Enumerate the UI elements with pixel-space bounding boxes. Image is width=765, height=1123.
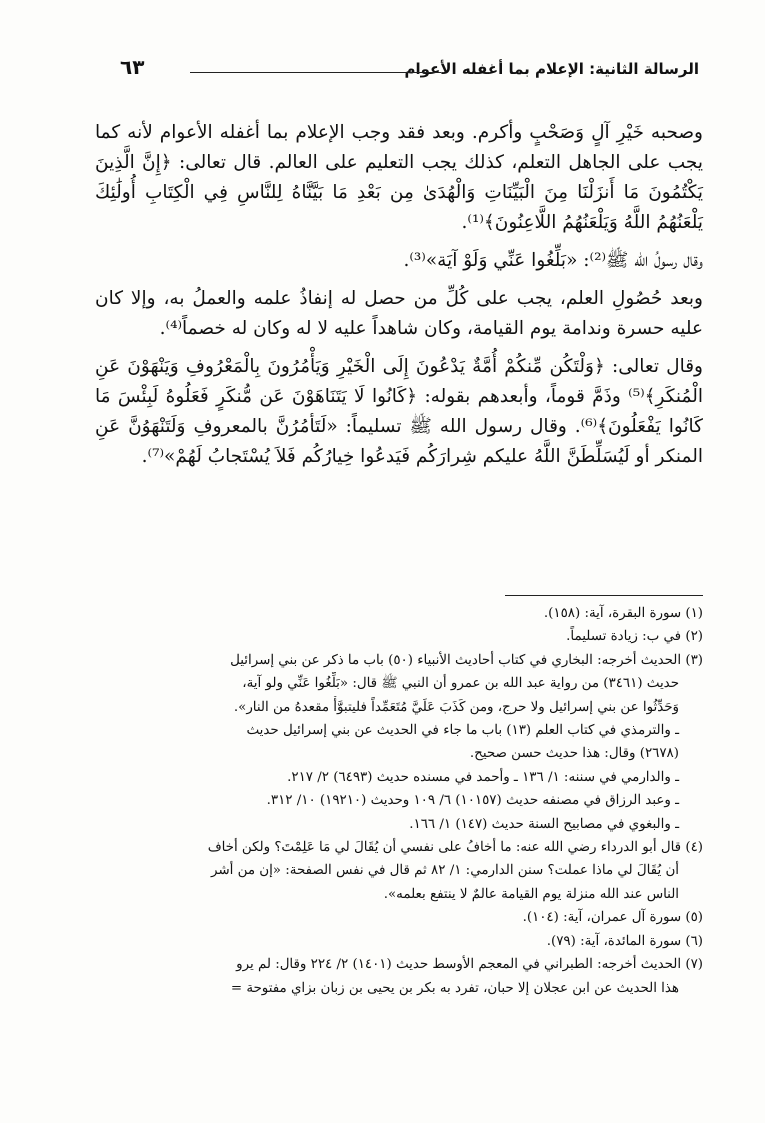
footnote-line: أن يُقَالَ لي ماذا عملت؟ سنن الدارمي: ١/ ٨٢ ثم قال في نفس الصفحة: «إن من أشر — [211, 863, 679, 879]
footnote-line: (٦) سورة المائدة، آية: (٧٩). — [546, 933, 703, 949]
footnotes — [95, 602, 703, 1000]
footnote-line: وَحَدِّثُوا عن بني إسرائيل ولا حرج، ومن كَذَبَ عَلَيَّ مُتَعَمِّداً فليتبوَّأْ مقعدهُ من النار». — [233, 699, 679, 715]
footnote-line: (٣) الحديث أخرجه: البخاري في كتاب أحاديث الأنبياء (٥٠) باب ما ذكر عن بني إسرائيل — [230, 652, 703, 668]
footnote-line: هذا الحديث عن ابن عجلان إلا حبان، تفرد به بكر بن يحيى بن زبان بزاي مفتوحة = — [230, 980, 679, 996]
footnote-line: ـ والبغوي في مصابيح السنة حديث (١٤٧) ١/ ١٦٦. — [409, 816, 679, 832]
footnote-line: (٤) قال أبو الدرداء رضي الله عنه: ما أخافُ على نفسي أن يُقَالَ لي مَا عَلِمْتَ؟ ولكن أخاف — [207, 840, 703, 856]
footnote-line: (٢٦٧٨) وقال: هذا حديث حسن صحيح. — [469, 746, 679, 762]
footnote-line: (٧) الحديث أخرجه: الطبراني في المعجم الأوسط حديث (١٤٠١) ٢/ ٢٢٤ وقال: لم يرو — [236, 957, 703, 973]
footnote-line: (٥) سورة آل عمران، آية: (١٠٤). — [522, 910, 703, 926]
footnote-line: ـ والدارمي في سننه: ١/ ١٣٦ ـ وأحمد في مسنده حديث (٦٤٩٣) ٢/ ٢١٧. — [287, 769, 679, 785]
footnote-line: الناس عند الله منزلة يوم القيامة عالمٌ لا ينتفع بعلمه». — [383, 886, 679, 902]
body-paragraph-2: وقال رسولُ الله ﷺ⁽²⁾: «بَلِّغُوا عَنِّي وَلَوْ آيَة»⁽³⁾. — [403, 250, 703, 271]
body-paragraph-4: وقال تعالى: ﴿وَلْتَكُن مِّنكُمْ أُمَّةٌ يَدْعُونَ إِلَى الْخَيْرِ وَيَأْمُرُونَ بِالْمَعْرُوفِ وَيَنْهَوْنَ عَنِ الْمُنكَرِ﴾⁽⁵⁾ وذَمَّ قوماً، وأبعدهم بقوله: ﴿كَانُوا لَا يَتَنَاهَوْنَ عَن مُّنكَرٍ فَعَلُوهُ لَبِئْسَ مَا كَانُوا يَفْعَلُونَ﴾⁽⁶⁾. وقال رسول الله ﷺ تسليماً: «لَتَأمُرُنَّ بالمعروفِ وَلَتَنْهَوُنَّ عَنِ المنكر أو لَيُسَلِّطَنَّ اللَّهُ عليكم شِرارَكُم فَيَدعُوا خِيارُكُم فَلاَ يُسْتَجابُ لَهُمْ»⁽⁷⁾. — [95, 356, 703, 467]
footnote-line: ـ والترمذي في كتاب العلم (١٣) باب ما جاء في الحديث عن بني إسرائيل حديث — [246, 723, 679, 739]
footnote-line: حديث (٣٤٦١) من رواية عبد الله بن عمرو أن النبي ﷺ قال: «بَلِّغُوا عَنِّي ولو آية، — [242, 676, 679, 692]
main-text — [95, 118, 703, 472]
footnote-separator — [505, 595, 703, 596]
page-number: ٦٣ — [120, 55, 145, 79]
header-rule — [190, 72, 441, 73]
running-title: الرسالة الثانية: الإعلام بما أغفله الأعوام — [404, 60, 699, 78]
footnote-line: (٢) في ب: زيادة تسليماً. — [566, 629, 703, 645]
footnote-line: (١) سورة البقرة، آية: (١٥٨). — [543, 606, 703, 621]
body-paragraph-3: وبعد حُصُولِ العلم، يجب على كُلِّ من حصل له إنفاذُ علمه والعملُ به، وإلا كان عليه حسرة وندامة يوم القيامة، وكان شاهداً عليه لا له وكان له خصماً⁽⁴⁾. — [95, 288, 703, 339]
body-paragraph-1: وصحبه خَيْرِ آلٍ وَصَحْبٍ وأكرم. وبعد فقد وجب الإعلام بما أغفله الأعوام لأنه كما يجب على الجاهل التعلم، كذلك يجب التعليم على العالم. قال تعالى: ﴿إِنَّ الَّذِينَ يَكْتُمُونَ مَا أَنزَلْنَا مِنَ الْبَيِّنَاتِ وَالْهُدَىٰ مِن بَعْدِ مَا بَيَّنَّاهُ لِلنَّاسِ فِي الْكِتَابِ أُولَٰئِكَ يَلْعَنُهُمُ اللَّهُ وَيَلْعَنُهُمُ اللَّاعِنُونَ﴾⁽¹⁾. — [95, 122, 703, 233]
footnote-line: ـ وعبد الرزاق في مصنفه حديث (١٠١٥٧) ٦/ ١٠٩ وحديث (١٩٢١٠) ١٠/ ٣١٢. — [266, 793, 679, 809]
page-header — [120, 50, 699, 90]
